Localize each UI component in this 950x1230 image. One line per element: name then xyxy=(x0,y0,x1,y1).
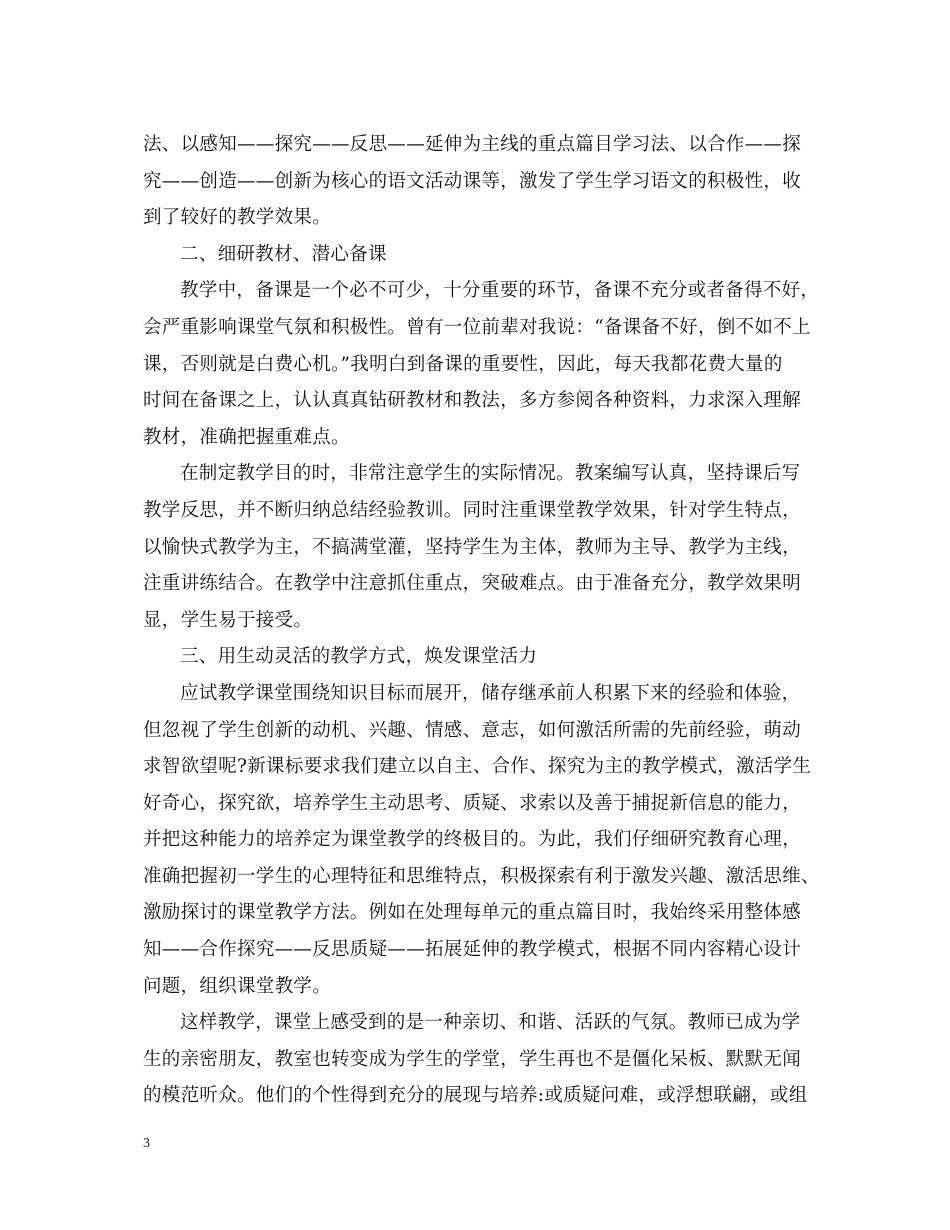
page-number: 3 xyxy=(143,1136,150,1151)
text-line: 应试教学课堂围绕知识目标而展开，储存继承前人积累下来的经验和体验， xyxy=(180,682,801,704)
text-line: 教材，准确把握重难点。 xyxy=(143,426,350,448)
text-line: 注重讲练结合。在教学中注意抓住重点，突破难点。由于准备充分，教学效果明 xyxy=(143,573,802,595)
text-line: 在制定教学目的时，非常注意学生的实际情况。教案编写认真，坚持课后写 xyxy=(180,463,801,485)
text-line: 的模范听众。他们的个性得到充分的展现与培养:或质疑问难，或浮想联翩，或组 xyxy=(143,1085,808,1107)
text-line: 到了较好的教学效果。 xyxy=(143,207,332,229)
section-heading: 二、细研教材、潜心备课 xyxy=(180,243,387,265)
text-line: 教学中，备课是一个必不可少，十分重要的环节，备课不充分或者备得不好， xyxy=(180,280,820,302)
document-body xyxy=(143,127,820,1115)
text-line: 时间在备课之上，认认真真钻研教材和教法，多方参阅各种资料，力求深入理解 xyxy=(143,390,802,412)
text-line: 激励探讨的课堂教学方法。例如在处理每单元的重点篇目时，我始终采用整体感 xyxy=(143,902,802,924)
text-line: 教学反思，并不断归纳总结经验教训。同时注重课堂教学效果，针对学生特点， xyxy=(143,499,802,521)
section-heading: 三、用生动灵活的教学方式，焕发课堂活力 xyxy=(180,646,538,668)
text-line: 准确把握初一学生的心理特征和思维特点，积极探索有利于激发兴趣、激活思维、 xyxy=(143,865,820,887)
text-line: 显，学生易于接受。 xyxy=(143,609,313,631)
text-line: 求智欲望呢?新课标要求我们建立以自主、合作、探究为主的教学模式，激活学生 xyxy=(143,756,812,778)
text-line: 法、以感知——探究——反思——延伸为主线的重点篇目学习法、以合作——探 xyxy=(143,134,802,155)
text-line: 会严重影响课堂气氛和积极性。曾有一位前辈对我说：“备课备不好，倒不如不上 xyxy=(143,316,811,338)
text-line: 但忽视了学生创新的动机、兴趣、情感、意志，如何激活所需的先前经验，萌动 xyxy=(143,719,802,741)
text-line: 好奇心，探究欲，培养学生主动思考、质疑、求索以及善于捕捉新信息的能力， xyxy=(143,792,802,814)
text-line: 课，否则就是白费心机。”我明白到备课的重要性，因此，每天我都花费大量的 xyxy=(143,353,783,375)
text-line: 这样教学，课堂上感受到的是一种亲切、和谐、活跃的气氛。教师已成为学 xyxy=(180,1012,801,1034)
text-line: 问题，组织课堂教学。 xyxy=(143,975,332,997)
text-line: 以愉快式教学为主，不搞满堂灌，坚持学生为主体，教师为主导、教学为主线， xyxy=(143,536,802,558)
text-line: 生的亲密朋友，教室也转变成为学生的学堂，学生再也不是僵化呆板、默默无闻 xyxy=(143,1048,802,1070)
text-line: 究——创造——创新为核心的语文活动课等，激发了学生学习语文的积极性，收 xyxy=(143,170,802,192)
text-line: 知——合作探究——反思质疑——拓展延伸的教学模式，根据不同内容精心设计 xyxy=(143,939,802,961)
text-line: 并把这种能力的培养定为课堂教学的终极目的。为此，我们仔细研究教育心理， xyxy=(143,829,802,851)
